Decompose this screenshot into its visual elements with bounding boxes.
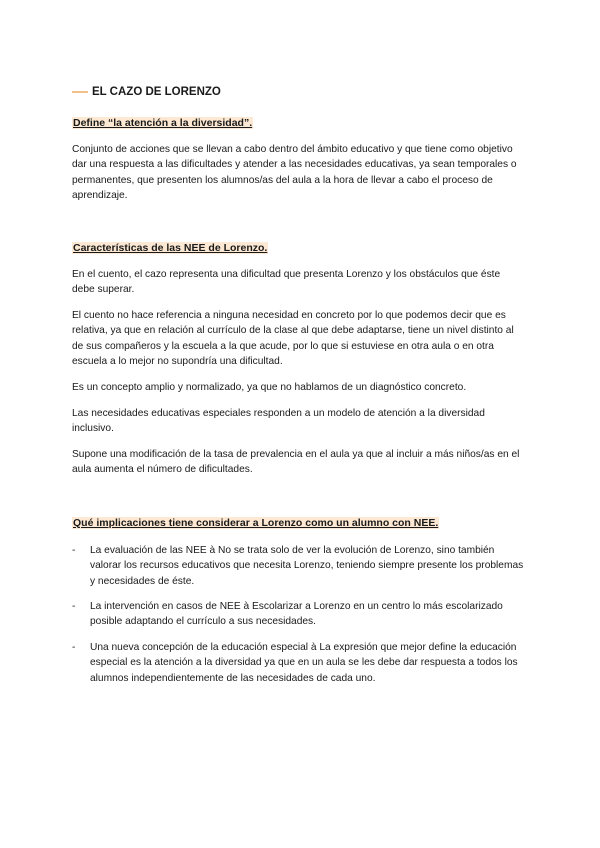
list-item-text: La intervención en casos de NEE à Escolarizar a Lorenzo en un centro lo más escolarizado posible adaptando el currículo a sus necesidades. bbox=[90, 601, 503, 628]
arrow-icon bbox=[72, 91, 88, 93]
list-dash: - bbox=[72, 601, 76, 612]
paragraph-nee-3: Es un concepto amplio y normalizado, ya que no hablamos de un diagnóstico concreto. bbox=[72, 382, 467, 393]
document-title bbox=[72, 86, 221, 98]
list-item-text: Una nueva concepción de la educación especial à La expresión que mejor define la educación especial es la atención a la diversidad ya que en un aula se les debe dar respuesta a todos los alumnos independientemente de las necesidades de cada uno. bbox=[90, 642, 518, 684]
section-heading-diversity: Define “la atención a la diversidad”. bbox=[73, 117, 253, 129]
list-dash: - bbox=[72, 545, 76, 556]
list-item-text: La evaluación de las NEE à No se trata solo de ver la evolución de Lorenzo, sino también valorar los recursos educativos que necesita Lorenzo, teniendo siempre presente los problemas y necesidades de éste. bbox=[90, 545, 524, 587]
paragraph-nee-1: En el cuento, el cazo representa una dificultad que presenta Lorenzo y los obstáculos que éste debe superar. bbox=[72, 269, 501, 296]
paragraph-diversity-definition: Conjunto de acciones que se llevan a cabo dentro del ámbito educativo y que tiene como objetivo dar una respuesta a las dificultades y atender a las necesidades educativas, ya sean temporales o permanentes, que presenten los alumnos/as del aula a la hora de llevar a cabo el proceso de aprendizaje. bbox=[72, 144, 517, 202]
paragraph-nee-5: Supone una modificación de la tasa de prevalencia en el aula ya que al incluir a más niños/as en el aula aumenta el número de dificultades. bbox=[72, 449, 520, 476]
document-title-text: EL CAZO DE LORENZO bbox=[92, 86, 221, 98]
paragraph-nee-4: Las necesidades educativas especiales responden a un modelo de atención a la diversidad inclusivo. bbox=[72, 408, 485, 435]
section-heading-implications: Qué implicaciones tiene considerar a Lorenzo como un alumno con NEE. bbox=[73, 517, 439, 529]
list-dash: - bbox=[72, 642, 76, 653]
section-heading-nee-characteristics: Características de las NEE de Lorenzo. bbox=[73, 242, 268, 254]
paragraph-nee-2: El cuento no hace referencia a ninguna necesidad en concreto por lo que podemos decir que es relativa, ya que en relación al currículo de la clase al que debe adaptarse, tiene un nivel distinto al de sus compañeros y la escuela a la que acude, por lo que si estuviese en otra aula o en otra escuela a lo mejor no supondría una dificultad. bbox=[72, 310, 514, 368]
